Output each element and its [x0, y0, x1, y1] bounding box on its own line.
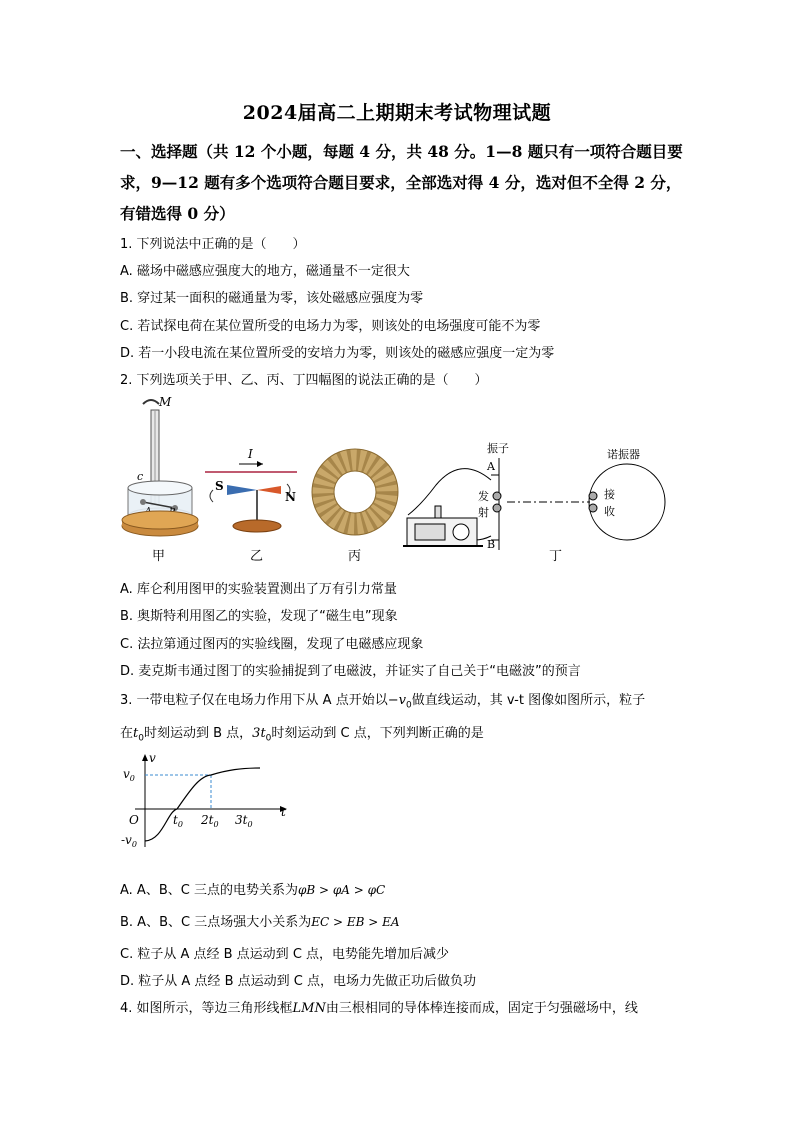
q1-option-b: B. 穿过某一面积的磁通量为零，该处磁感应强度为零	[120, 291, 424, 306]
svg-text:甲: 甲	[152, 549, 166, 564]
svg-text:B: B	[487, 538, 496, 551]
q3-stem-line1: 3. 一带电粒子仅在电场力作用下从 A 点开始以$-v_0$做直线运动，其 v-t 图像如图所示，粒子	[120, 693, 646, 711]
svg-text:t0: $t_0$	[173, 813, 183, 829]
q3-option-d: D. 粒子从 A 点经 B 点运动到 C 点，电场力先做正功后做负功	[120, 974, 476, 989]
q1-option-a: A. 磁场中磁感应强度大的地方，磁通量不一定很大	[120, 264, 410, 279]
q2-stem: 2. 下列选项关于甲、乙、丙、丁四幅图的说法正确的是（ ）	[120, 373, 488, 388]
section-heading-line1: 一、选择题（共 12 个小题，每题 4 分，共 48 分。1—8 题只有一项符合题目要	[120, 142, 683, 161]
q2-option-c: C. 法拉第通过图丙的实验线圈，发现了电磁感应现象	[120, 637, 424, 652]
svg-text:射: 射	[478, 506, 489, 519]
q3-option-a: A. A、B、C 三点的电势关系为φB > φA > φC	[120, 883, 386, 898]
svg-text:v0: $v_0$	[123, 767, 135, 783]
svg-text:乙: 乙	[250, 549, 264, 564]
svg-text:诺振器: 诺振器	[607, 448, 640, 461]
svg-text:接: 接	[604, 488, 615, 501]
figure-jia-torsion-balance	[122, 395, 198, 564]
svg-text:t: t	[281, 805, 286, 819]
svg-text:丙: 丙	[348, 549, 362, 564]
q2-option-d: D. 麦克斯韦通过图丁的实验捕捉到了电磁波，并证实了自己关于“电磁波”的预言	[120, 664, 581, 679]
svg-text:N: N	[285, 490, 296, 504]
figure-ding-hertz	[403, 441, 665, 564]
svg-text:振子: 振子	[487, 442, 509, 455]
svg-text:2t0: $2t_0$	[201, 813, 219, 829]
q2-figure	[115, 390, 685, 570]
svg-text:3t0: $3t_0$	[235, 813, 253, 829]
svg-text:O: O	[129, 813, 139, 827]
page-title: 2024届高二上期期末考试物理试题	[242, 102, 552, 124]
q2-option-b: B. 奥斯特利用图乙的实验，发现了“磁生电”现象	[120, 609, 398, 624]
svg-text:丁: 丁	[549, 549, 563, 564]
figure-yi-oersted	[205, 447, 297, 564]
q4-stem: 4. 如图所示，等边三角形线框LMN由三根相同的导体棒连接而成，固定于匀强磁场中，线	[120, 1001, 638, 1016]
svg-text:v: v	[149, 752, 156, 765]
section-heading-line2: 求，9—12 题有多个选项符合题目要求，全部选对得 4 分，选对但不全得 2 分，	[120, 173, 682, 192]
q1-option-c: C. 若试探电荷在某位置所受的电场力为零，则该处的电场强度可能不为零	[120, 319, 541, 334]
svg-text:S: S	[215, 479, 224, 493]
figure-bing-faraday-ring	[312, 449, 398, 564]
svg-text:I: I	[248, 447, 253, 461]
svg-text:M: M	[159, 395, 172, 409]
svg-text:c: c	[137, 470, 144, 483]
q3-stem-line2: 在$t_0$时刻运动到 B 点，$3t_0$时刻运动到 C 点，下列判断正确的是	[120, 726, 484, 744]
svg-text:-v0: $-v_0$	[121, 833, 137, 849]
q3-option-b: B. A、B、C 三点场强大小关系为EC > EB > EA	[120, 915, 400, 930]
section-heading-line3: 有错选得 0 分）	[120, 204, 235, 223]
svg-text:A: A	[487, 460, 495, 473]
q2-option-a: A. 库仑利用图甲的实验装置测出了万有引力常量	[120, 582, 397, 597]
svg-text:发: 发	[478, 490, 489, 503]
q3-vt-graph	[115, 752, 295, 852]
q3-option-c: C. 粒子从 A 点经 B 点运动到 C 点，电势能先增加后减少	[120, 947, 450, 962]
q1-stem: 1. 下列说法中正确的是（ ）	[120, 237, 306, 252]
svg-text:收: 收	[604, 505, 615, 518]
q1-option-d: D. 若一小段电流在某位置所受的安培力为零，则该处的磁感应强度一定为零	[120, 346, 555, 361]
